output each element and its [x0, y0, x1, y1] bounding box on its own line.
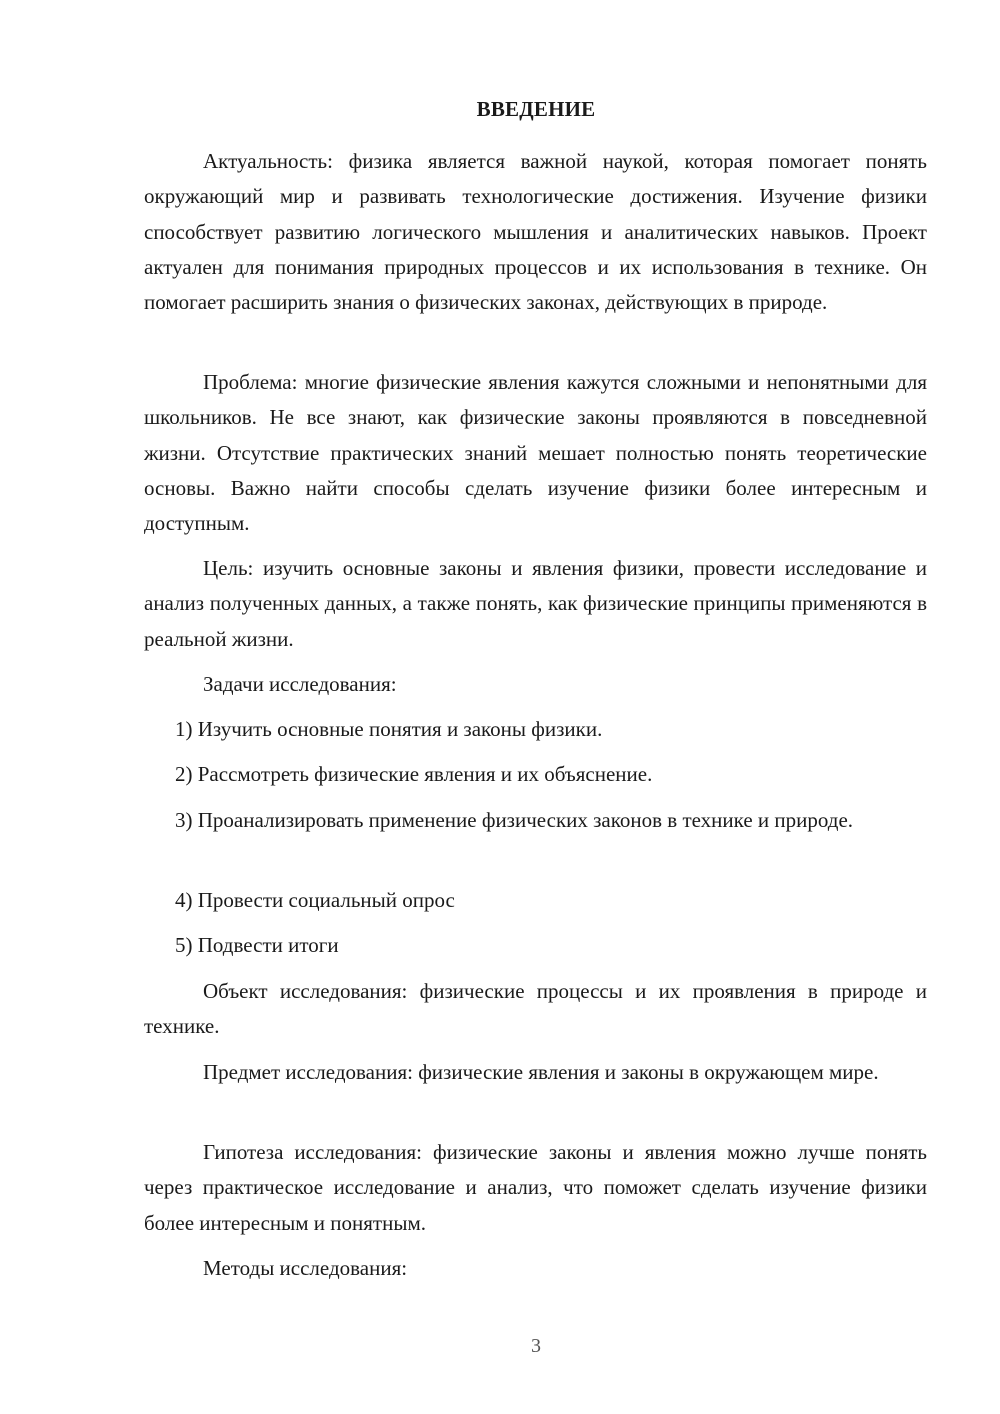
- hypothesis-text: Гипотеза исследования: физические законы и явления можно лучше понять через практическое исследование и анализ, что поможет сделать изучение физики более интересным и понятным.: [144, 1140, 927, 1235]
- relevance-text: Актуальность: физика является важной наукой, которая помогает понять окружающий мир и развивать технологические достижения. Изучение физики способствует развитию логического мышления и аналитических навыков. Проект актуален для понимания природных процессов и их использования в технике. Он помогает расширить знания о физических законах, действующих в природе.: [144, 149, 927, 315]
- task-item-text: 5) Подвести итоги: [175, 933, 339, 957]
- task-item-2: [144, 757, 927, 792]
- task-item-text: 3) Проанализировать применение физических законов в технике и природе.: [175, 808, 854, 832]
- task-item-1: [144, 712, 927, 747]
- task-item-text: 1) Изучить основные понятия и законы физики.: [175, 717, 603, 741]
- methods-heading: Методы исследования:: [203, 1256, 408, 1280]
- page-number: 3: [531, 1335, 541, 1357]
- subject-text: Предмет исследования: физические явления и законы в окружающем мире.: [203, 1060, 879, 1084]
- methods-heading-paragraph: [144, 1251, 927, 1286]
- problem-paragraph: [144, 365, 927, 541]
- task-item-text: 2) Рассмотреть физические явления и их объяснение.: [175, 762, 653, 786]
- task-item-text: 4) Провести социальный опрос: [175, 888, 455, 912]
- page-title: ВВЕДЕНИЕ: [476, 97, 596, 121]
- object-paragraph: [144, 974, 927, 1045]
- task-item-3: [144, 803, 927, 838]
- goal-text: Цель: изучить основные законы и явления физики, провести исследование и анализ полученных данных, а также понять, как физические принципы применяются в реальной жизни.: [144, 556, 927, 651]
- goal-paragraph: [144, 551, 927, 657]
- subject-paragraph: [144, 1055, 927, 1090]
- tasks-heading-paragraph: [144, 667, 927, 702]
- problem-text: Проблема: многие физические явления кажутся сложными и непонятными для школьников. Не все знают, как физические законы проявляются в повседневной жизни. Отсутствие практических знаний мешает полностью понять теоретические основы. Важно найти способы сделать изучение физики более интересным и доступным.: [144, 370, 927, 536]
- object-text: Объект исследования: физические процессы и их проявления в природе и технике.: [144, 979, 927, 1039]
- tasks-heading: Задачи исследования:: [203, 672, 397, 696]
- hypothesis-paragraph: [144, 1135, 927, 1241]
- relevance-paragraph: [144, 144, 927, 320]
- task-item-4: [144, 883, 927, 918]
- task-item-5: [144, 928, 927, 963]
